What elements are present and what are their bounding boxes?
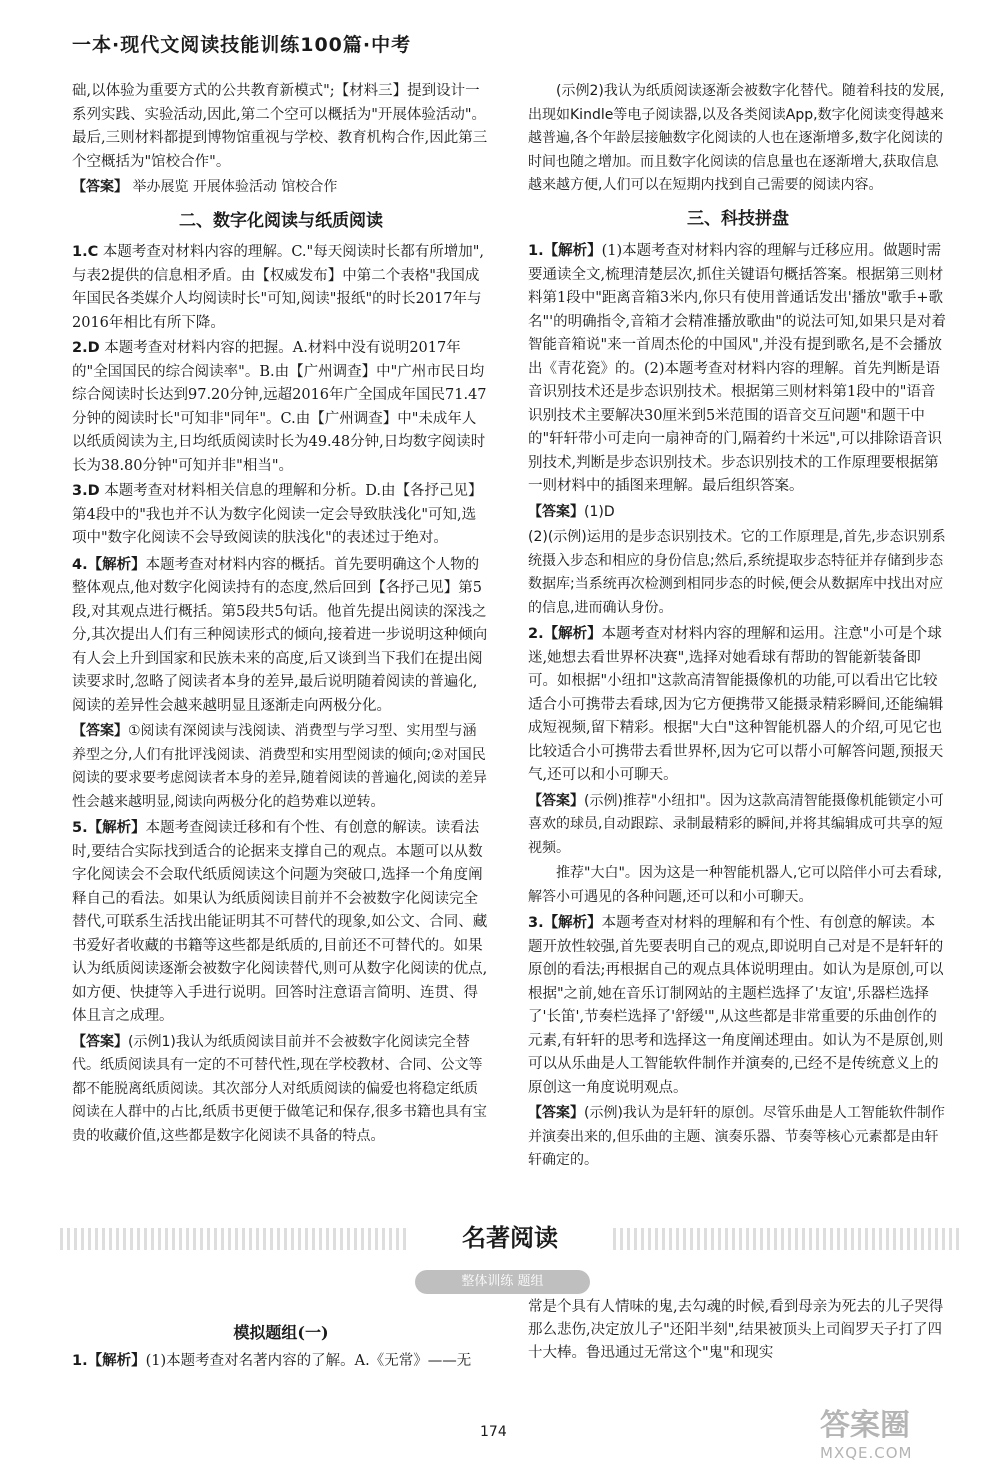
sci-question-1-answer-2: (2)(示例)运用的是步态识别技术。它的工作原理是,首先,步态识别系统摄入步态和相应的身份信息;然后,系统提取步态特征并存储到步态数据库;当系统再次检测到相同步态的时候,便会从数据库中找出对应的信息,进而确认身份。 — [528, 529, 946, 616]
bottom-right-text: 常是个具有人情味的鬼,去勾魂的时候,看到母亲为死去的儿子哭得那么悲伤,决定放儿子"还阳半刻",结果被顶头上司阎罗天子打了四十大棒。鲁迅通过无常这个"鬼"和现实 — [528, 1299, 944, 1361]
sci-question-3: 3.【解析】本题考查对材料的理解和有个性、有创意的解读。本题开放性较强,首先要表明自己的观点,即说明自己对是不是轩轩的原创的看法;再根据自己的观点具体说明理由。如认为是原创,可以根据"之前,她在音乐订制网站的主题栏选择了'友谊',乐器栏选择了'长笛',节奏栏选择了'舒缓'",从这些都是非常重要的乐曲创作的元素,有轩轩的思考和选择这一角度阐述理由。如认为不是原创,则可以从乐曲是人工智能软件制作并演奏的,已经不是传统意义上的原创这一角度说明观点。 — [528, 914, 944, 1096]
running-header: 一本·现代文阅读技能训练100篇·中考 — [72, 34, 412, 56]
question-4-answer: 【答案】①阅读有深阅读与浅阅读、消费型与学习型、实用型与涵养型之分,人们有批评浅阅读、消费型和实用型阅读的倾向;②对国民阅读的要求要考虑阅读者本身的差异,随着阅读的普遍化,阅读的差异性会越来越明显,阅读向两极分化的趋势难以逆转。 — [72, 723, 487, 810]
sci-question-3-answer: 【答案】(示例)我认为是轩轩的原创。尽管乐曲是人工智能软件制作并演奏出来的,但乐曲的主题、演奏乐器、节奏等核心元素都是由轩轩确定的。 — [528, 1105, 945, 1168]
right-column — [528, 80, 948, 1175]
question-5: 5.【解析】本题考查阅读迁移和有个性、有创意的解读。读看法时,要结合实际找到适合的论据来支撑自己的观点。本题可以从数字化阅读会不会取代纸质阅读这个问题为突破口,选择一个角度阐释自己的看法。如果认为纸质阅读目前并不会被数字化阅读完全替代,可联系生活找出能证明其不可替代的现象,如公文、合同、藏书爱好者收藏的书籍等这些都是纸质的,目前还不可替代的。如果认为纸质阅读逐渐会被数字化阅读替代,则可从数字化阅读的优点,如方便、快捷等入手进行说明。回答时注意语言简明、连贯、得体且言之成理。 — [72, 819, 488, 1024]
section-title-3: 三、科技拼盘 — [687, 208, 789, 229]
question-3: 3.D 本题考查对材料相关信息的理解和分析。D.由【各抒己见】第4段中的"我也并不认为数字化阅读一定会导致肤浅化"可知,选项中"数字化阅读不会导致阅读的肤浅化"的表述过于绝对。 — [72, 483, 483, 546]
sci-question-1-answer: 【答案】(1)D — [528, 503, 615, 520]
sci-question-2-answer-2: 推荐"大白"。因为这是一种智能机器人,它可以陪伴小可去看球,解答小可遇见的各种问题,还可以和小可聊天。 — [528, 865, 942, 905]
section-title-2: 二、数字化阅读与纸质阅读 — [179, 210, 383, 231]
sub-section-title: 模拟题组(一) — [233, 1323, 329, 1342]
question-4: 4.【解析】本题考查对材料内容的概括。首先要明确这个人物的整体观点,他对数字化阅读持有的态度,然后回到【各抒己见】第5段,对其观点进行概括。第5段共5句话。他首先提出阅读的深浅之分,其次提出人们有三种阅读形式的倾向,接着进一步说明这种倾向有人会上升到国家和民族未来的高度,后又谈到当下我们在提出阅读要求时,忽略了阅读者本身的差异,最后说明随着阅读的普遍化,阅读的差异性会越来越明显且逐渐走向两极分化。 — [72, 555, 488, 714]
bottom-question-1: 1.【解析】(1)本题考查对名著内容的了解。A.《无常》——无 — [72, 1352, 472, 1369]
section-band-title: 名著阅读 — [410, 1216, 610, 1260]
section-band — [60, 1216, 960, 1260]
training-pill: 整体训练 题组 — [415, 1270, 590, 1294]
question-5-answer: 【答案】(示例1)我认为纸质阅读目前并不会被数字化阅读完全替代。纸质阅读具有一定的不可替代性,现在学校教材、合同、公文等都不能脱离纸质阅读。其次部分人对纸质阅读的偏爱也将稳定纸质阅读在人群中的占比,纸质书更便于做笔记和保存,很多书籍也具有宝贵的收藏价值,这些都是数字化阅读不具备的特点。 — [72, 1033, 487, 1144]
left-column — [72, 80, 490, 1150]
intro-text: 础,以体验为重要方式的公共教育新模式";【材料三】提到设计一系列实践、实验活动,因此,第二个空可以概括为"开展体验活动"。最后,三则材料都提到博物馆重视与学校、教育机构合作,因此第三个空概括为"馆校合作"。 — [72, 83, 488, 170]
watermark-logo: 答案圈 MXQE.COM — [820, 1408, 913, 1462]
example-2: (示例2)我认为纸质阅读逐渐会被数字化替代。随着科技的发展,出现如Kindle等电子阅读器,以及各类阅读App,数字化阅读变得越来越普遍,各个年龄层接触数字化阅读的人也在逐渐增多,数字化阅读的时间也随之增加。而且数字化阅读的信息量也在逐渐增大,获取信息越来越方便,人们可以在短期内找到自己需要的阅读内容。 — [528, 83, 945, 193]
sci-question-2-answer: 【答案】(示例)推荐"小纽扣"。因为这款高清智能摄像机能锁定小可喜欢的球员,自动跟踪、录制最精彩的瞬间,并将其编辑成可共享的短视频。 — [528, 792, 944, 856]
intro-answer: 【答案】 举办展览 开展体验活动 馆校合作 — [72, 179, 338, 195]
intro-paragraph — [72, 80, 490, 174]
sci-question-1: 1.【解析】(1)本题考查对材料内容的理解与迁移应用。做题时需要通读全文,梳理清楚层次,抓住关键语句概括答案。根据第三则材料第1段中"距离音箱3米内,你只有使用普通话发出'播放"歌手+歌名"'的明确指令,音箱才会精准播放歌曲"的说法可知,如果只是对着智能音箱说"来一首周杰伦的中国风",并没有提到歌名,是不会播放出《青花瓷》的。(2)本题考查对材料内容的理解。首先判断是语音识别技术还是步态识别技术。根据第三则材料第1段中的"语音识别技术主要解决30厘米到5米范围的语音交互问题"和题干中的"轩轩带小可走向一扇神奇的门,隔着约十米远",可以排除语音识别技术,判断是步态识别技术。步态识别技术的工作原理要根据第一则材料中的插图来理解。最后组织答案。 — [528, 242, 947, 494]
question-2: 2.D 本题考查对材料内容的把握。A.材料中没有说明2017年的"全国国民的综合阅读率"。B.由【广州调查】中"广州市民日均综合阅读时长达到97.20分钟,远超2016年广全国成年国民71.47分钟的阅读时长"可知非"同年"。C.由【广州调查】中"未成年人以纸质阅读为主,日均纸质阅读时长为49.48分钟,日均数字阅读时长为38.80分钟"可知并非"相当"。 — [72, 340, 487, 474]
question-1: 1.C 本题考查对材料内容的理解。C."每天阅读时长都有所增加",与表2提供的信息相矛盾。由【权威发布】中第二个表格"我国成年国民各类媒介人均阅读时长"可知,阅读"报纸"的时长2017年与2016年相比有所下降。 — [72, 244, 484, 331]
sci-question-2: 2.【解析】本题考查对材料内容的理解和运用。注意"小可是个球迷,她想去看世界杯决赛",选择对她看球有帮助的智能新装备即可。如根据"小纽扣"这款高清智能摄像机的功能,可以看出它比较适合小可携带去看球,因为它方便携带又能摄录精彩瞬间,还能编辑成短视频,留下精彩。根据"大白"这种智能机器人的介绍,可见它也比较适合小可携带去看世界杯,因为它可以帮小可解答问题,预报天气,还可以和小可聊天。 — [528, 625, 944, 783]
page-number: 174 — [480, 1424, 507, 1440]
